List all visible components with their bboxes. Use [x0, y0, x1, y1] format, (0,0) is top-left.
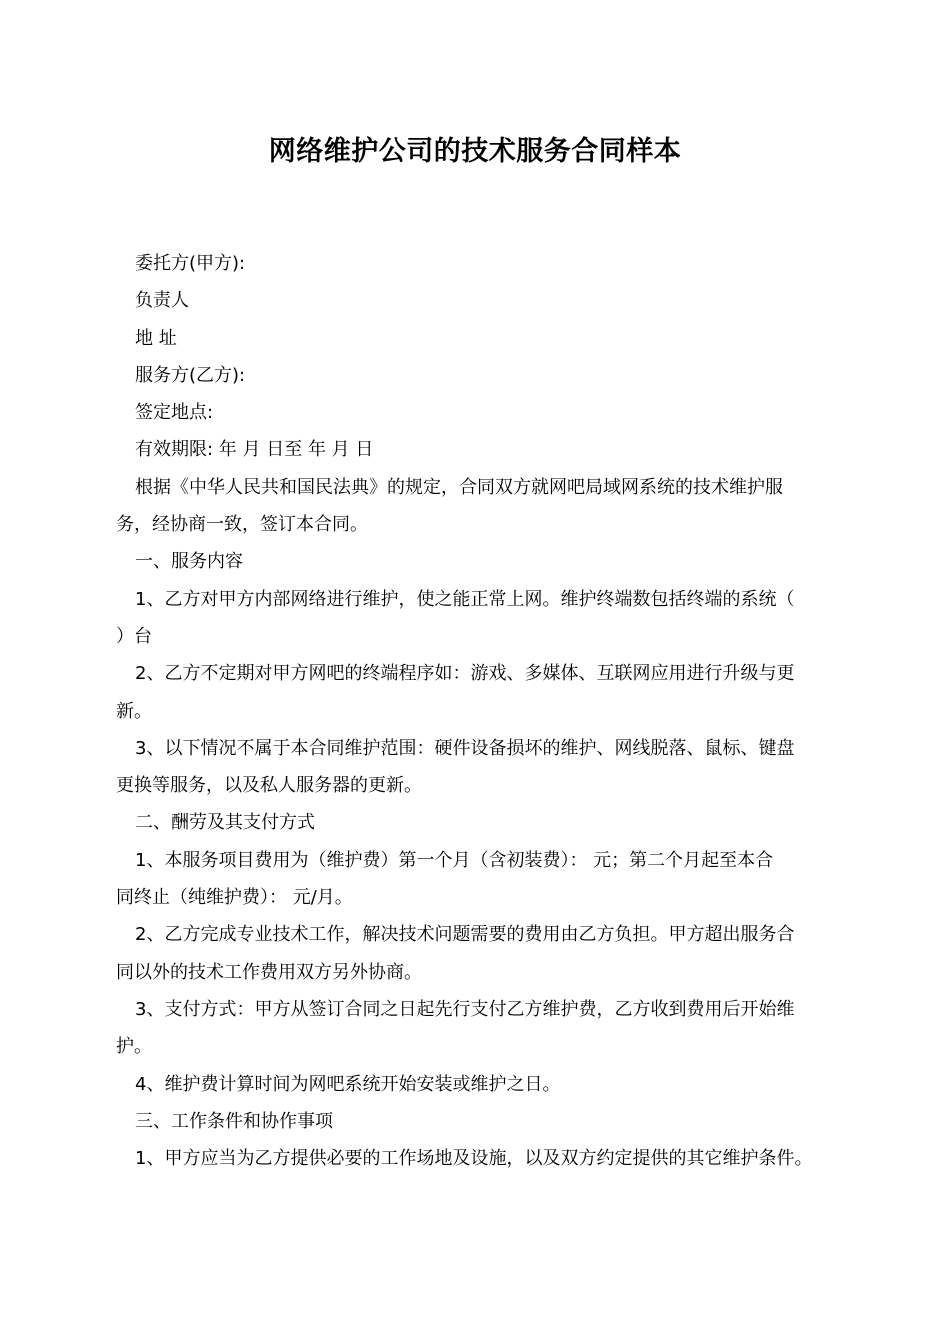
- text-line: 3、支付方式：甲方从签订合同之日起先行支付乙方维护费，乙方收到费用后开始维: [135, 998, 795, 1020]
- text-line: ）台: [116, 625, 152, 647]
- text-line: 2、乙方完成专业技术工作，解决技术问题需要的费用由乙方负担。甲方超出服务合: [135, 924, 795, 946]
- text-line: 三、工作条件和协作事项: [135, 1110, 333, 1132]
- text-line: 签定地点:: [135, 402, 214, 424]
- text-line: 更换等服务，以及私人服务器的更新。: [116, 775, 422, 797]
- text-line: 2、乙方不定期对甲方网吧的终端程序如：游戏、多媒体、互联网应用进行升级与更: [135, 663, 795, 685]
- text-line: 根据《中华人民共和国民法典》的规定，合同双方就网吧局域网系统的技术维护服: [135, 476, 783, 498]
- text-line: 4、维护费计算时间为网吧系统开始安装或维护之日。: [135, 1073, 561, 1095]
- text-line: 负责人: [135, 290, 189, 312]
- text-line: 护。: [116, 1036, 152, 1058]
- text-line: 二、酬劳及其支付方式: [135, 812, 315, 834]
- text-line: 服务方(乙方):: [135, 364, 246, 386]
- document-body: [116, 245, 838, 1177]
- text-line: 一、服务内容: [135, 551, 243, 573]
- text-line: 地 址: [135, 327, 177, 349]
- text-line: 1、乙方对甲方内部网络进行维护，使之能正常上网。维护终端数包括终端的系统（: [135, 588, 795, 610]
- document-title: 网络维护公司的技术服务合同样本: [268, 136, 682, 167]
- text-line: 新。: [116, 700, 152, 722]
- text-line: 1、本服务项目费用为（维护费）第一个月（含初装费）： 元；第二个月起至本合: [135, 849, 774, 871]
- text-line: 1、甲方应当为乙方提供必要的工作场地及设施，以及双方约定提供的其它维护条件。: [135, 1148, 813, 1170]
- text-line: 同终止（纯维护费）： 元/月。: [116, 887, 353, 909]
- text-line: 务，经协商一致，签订本合同。: [116, 514, 368, 536]
- text-line: 3、以下情况不属于本合同维护范围：硬件设备损坏的维护、网线脱落、鼠标、键盘: [135, 737, 795, 759]
- text-line: 委托方(甲方):: [135, 253, 246, 274]
- text-line: 同以外的技术工作费用双方另外协商。: [116, 961, 422, 983]
- text-line: 有效期限: 年 月 日至 年 月 日: [135, 439, 374, 461]
